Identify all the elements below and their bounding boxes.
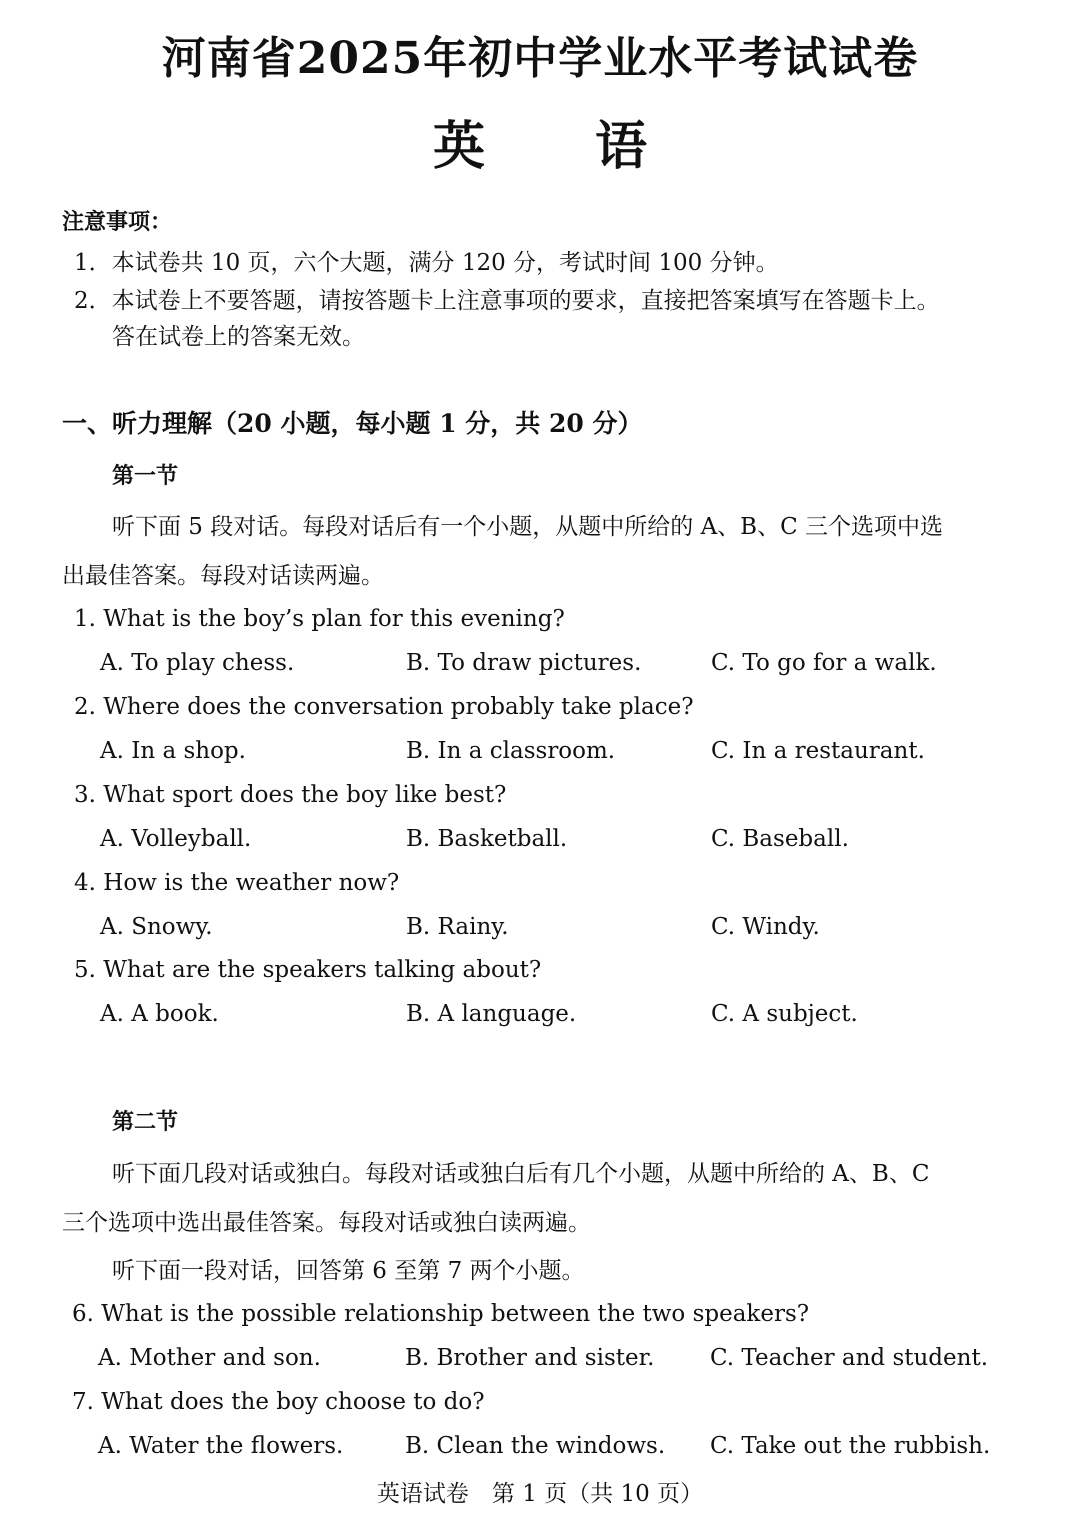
q1-option-b: B. To draw pictures. (406, 650, 642, 676)
q5-option-a: A. A book. (100, 1001, 219, 1027)
subject-char-right: 语 (595, 116, 648, 177)
q1-option-a: A. To play chess. (100, 650, 295, 676)
notice-item-2: 2．本试卷上不要答题，请按答题卡上注意事项的要求，直接把答案填写在答题卡上。 (74, 288, 940, 314)
part2-sub-instruction: 听下面一段对话，回答第 6 至第 7 两个小题。 (112, 1258, 585, 1284)
part1-instruction-line2: 出最佳答案。每段对话读两遍。 (62, 563, 384, 589)
q7-option-c: C. Take out the rubbish. (710, 1433, 991, 1459)
part2-instruction-line1: 听下面几段对话或独白。每段对话或独白后有几个小题，从题中所给的 A、B、C (112, 1161, 930, 1187)
page-footer: 英语试卷 第 1 页（共 10 页） (376, 1481, 704, 1507)
q5-option-c: C. A subject. (711, 1001, 858, 1027)
q4-option-b: B. Rainy. (406, 914, 509, 940)
question-6: 6. What is the possible relationship between the two speakers? (72, 1301, 810, 1327)
question-4: 4. How is the weather now? (74, 870, 400, 896)
part1-instruction-line1: 听下面 5 段对话。每段对话后有一个小题，从题中所给的 A、B、C 三个选项中选 (112, 514, 943, 540)
question-3: 3. What sport does the boy like best? (74, 782, 507, 808)
part2-instruction-line2: 三个选项中选出最佳答案。每段对话或独白读两遍。 (62, 1210, 591, 1236)
notice-item-1: 1．本试卷共 10 页，六个大题，满分 120 分，考试时间 100 分钟。 (74, 250, 779, 276)
q6-option-c: C. Teacher and student. (710, 1345, 989, 1371)
part2-heading: 第二节 (112, 1109, 179, 1135)
subject-title (0, 104, 1080, 179)
q2-option-c: C. In a restaurant. (711, 738, 925, 764)
q6-option-a: A. Mother and son. (98, 1345, 321, 1371)
q7-option-a: A. Water the flowers. (98, 1433, 344, 1459)
question-7: 7. What does the boy choose to do? (72, 1389, 485, 1415)
part1-heading: 第一节 (112, 463, 179, 489)
exam-title: 河南省2025年初中学业水平考试试卷 (161, 33, 919, 84)
q6-option-b: B. Brother and sister. (405, 1345, 655, 1371)
q2-option-a: A. In a shop. (100, 738, 246, 764)
q3-option-a: A. Volleyball. (100, 826, 252, 852)
section-heading-listening: 一、听力理解（20 小题，每小题 1 分，共 20 分） (62, 409, 643, 438)
q1-option-c: C. To go for a walk. (711, 650, 937, 676)
question-2: 2. Where does the conversation probably take place? (74, 694, 694, 720)
q4-option-c: C. Windy. (711, 914, 820, 940)
question-1: 1. What is the boy’s plan for this evening? (74, 606, 565, 632)
question-5: 5. What are the speakers talking about? (74, 957, 542, 983)
notice-heading: 注意事项： (62, 209, 173, 235)
q2-option-b: B. In a classroom. (406, 738, 616, 764)
notice-item-2-cont: 答在试卷上的答案无效。 (112, 324, 365, 350)
q4-option-a: A. Snowy. (100, 914, 213, 940)
q5-option-b: B. A language. (406, 1001, 577, 1027)
q7-option-b: B. Clean the windows. (405, 1433, 666, 1459)
subject-char-left: 英 (432, 116, 485, 177)
q3-option-b: B. Basketball. (406, 826, 568, 852)
q3-option-c: C. Baseball. (711, 826, 849, 852)
